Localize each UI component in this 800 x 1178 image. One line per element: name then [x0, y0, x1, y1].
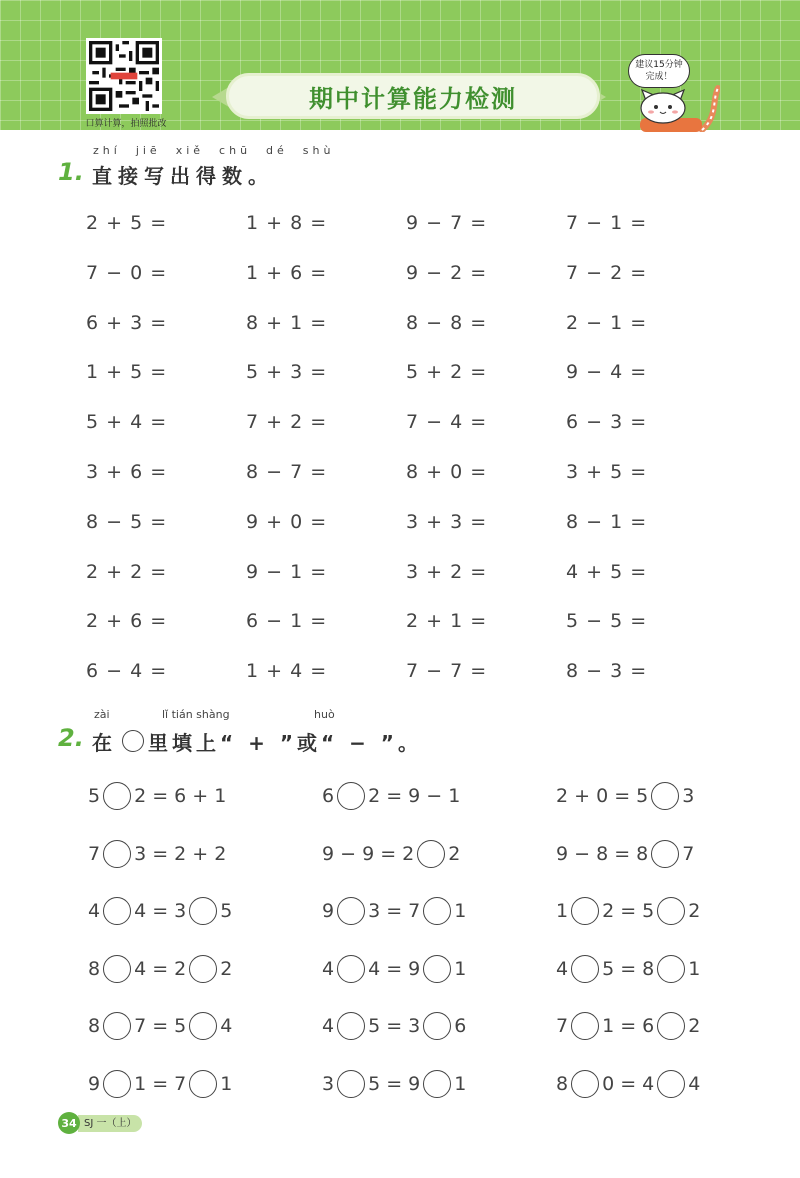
equation[interactable]: 4 + 5 = [566, 560, 648, 583]
page-number: 34 [58, 1112, 80, 1134]
operator-blank-circle[interactable] [337, 1070, 365, 1098]
equation[interactable]: 3 + 6 = [86, 461, 168, 483]
puzzle-text: 4 [688, 1072, 701, 1095]
cat-mascot-icon [632, 80, 720, 132]
equation[interactable]: 8 + 1 = [246, 311, 328, 334]
section1-title: 直接写出得数。 [92, 164, 274, 188]
puzzle-text: 4 = 3 [134, 900, 187, 922]
operator-blank-circle[interactable] [651, 782, 679, 810]
puzzle-text: 4 [220, 1015, 233, 1037]
title-banner [226, 73, 600, 119]
equation[interactable]: 1 + 8 = [246, 212, 328, 234]
equation[interactable]: 3 + 5 = [566, 461, 648, 483]
operator-puzzle [556, 1068, 700, 1100]
equation[interactable]: 6 + 3 = [86, 311, 168, 334]
equation[interactable]: 8 − 1 = [566, 510, 648, 533]
equation[interactable]: 7 − 2 = [566, 261, 648, 284]
operator-puzzle [556, 895, 700, 927]
operator-puzzle [88, 1010, 232, 1042]
puzzle-text: 7 [556, 1015, 569, 1037]
puzzle-text: 5 [88, 785, 101, 807]
puzzle-text: 1 = 6 [602, 1015, 655, 1037]
operator-blank-circle[interactable] [337, 955, 365, 983]
puzzle-text: 2 [688, 900, 701, 922]
equation[interactable]: 8 − 5 = [86, 510, 168, 533]
puzzle-text: 2 [448, 842, 461, 865]
operator-puzzle [88, 838, 226, 870]
equation[interactable]: 8 + 0 = [406, 461, 488, 483]
operator-blank-circle[interactable] [103, 840, 131, 868]
equation[interactable]: 7 + 2 = [246, 411, 328, 434]
equation[interactable]: 9 + 0 = [246, 510, 328, 533]
puzzle-text: 7 = 5 [134, 1015, 187, 1037]
operator-puzzle [88, 953, 232, 985]
pinyin-huo: huò [314, 708, 335, 721]
qr-code[interactable] [86, 38, 162, 114]
puzzle-text: 6 [454, 1015, 467, 1037]
operator-blank-circle[interactable] [423, 1070, 451, 1098]
equation[interactable]: 9 − 7 = [406, 212, 488, 234]
section2-number: 2. [58, 724, 84, 752]
section1-pinyin [93, 144, 334, 157]
operator-blank-circle[interactable] [103, 955, 131, 983]
puzzle-text: 2 = 9 − 1 [368, 785, 461, 807]
operator-puzzle [556, 780, 694, 812]
equation[interactable]: 1 + 4 = [246, 660, 328, 683]
equation[interactable]: 2 − 1 = [566, 311, 648, 334]
puzzle-text: 4 [88, 900, 101, 922]
puzzle-text: 7 [88, 842, 101, 865]
qr-code-icon [89, 41, 159, 111]
equation[interactable]: 2 + 6 = [86, 610, 168, 633]
operator-blank-circle[interactable] [189, 1012, 217, 1040]
circle-blank-icon [122, 730, 144, 752]
equation[interactable]: 5 − 5 = [566, 610, 648, 633]
section1-number: 1. [58, 158, 84, 186]
puzzle-text: 5 [220, 900, 233, 922]
operator-blank-circle[interactable] [423, 955, 451, 983]
operator-puzzle [88, 780, 226, 812]
puzzle-text: 8 [556, 1072, 569, 1095]
operator-puzzle [88, 895, 232, 927]
operator-blank-circle[interactable] [423, 897, 451, 925]
operator-puzzle [322, 780, 460, 812]
equation[interactable]: 9 − 2 = [406, 261, 488, 284]
operator-puzzle [556, 1010, 700, 1042]
operator-blank-circle[interactable] [189, 955, 217, 983]
puzzle-text: 9 − 8 = 8 [556, 842, 649, 865]
equation[interactable]: 6 − 4 = [86, 660, 168, 683]
operator-blank-circle[interactable] [423, 1012, 451, 1040]
puzzle-text: 7 [682, 842, 695, 865]
operator-blank-circle[interactable] [337, 1012, 365, 1040]
bubble-line-2: 完成！ [645, 72, 673, 82]
puzzle-text: 1 [454, 900, 467, 922]
equation[interactable]: 2 + 2 = [86, 560, 168, 583]
puzzle-text: 4 [556, 957, 569, 980]
pinyin-li-tian-shang: lǐ tián shàng [162, 708, 230, 721]
equation[interactable]: 8 − 3 = [566, 660, 648, 683]
operator-puzzle [322, 1010, 466, 1042]
operator-blank-circle[interactable] [571, 1070, 599, 1098]
equation[interactable]: 7 − 1 = [566, 212, 648, 234]
puzzle-text: 2 [688, 1015, 701, 1037]
operator-puzzle [556, 953, 700, 985]
puzzle-text: 1 [556, 900, 569, 922]
puzzle-text: 1 [454, 957, 467, 980]
operator-blank-circle[interactable] [571, 1012, 599, 1040]
section2-title-part2: 里填上“ + ”或“ − ”。 [148, 730, 422, 755]
pinyin: xiě [175, 144, 205, 157]
puzzle-text: 2 = 6 + 1 [134, 785, 227, 807]
operator-blank-circle[interactable] [657, 1070, 685, 1098]
operator-blank-circle[interactable] [417, 840, 445, 868]
puzzle-text: 3 = 7 [368, 900, 421, 922]
operator-puzzle [322, 1068, 466, 1100]
operator-blank-circle[interactable] [337, 897, 365, 925]
puzzle-text: 3 = 2 + 2 [134, 842, 227, 865]
puzzle-text: 9 [88, 1072, 101, 1095]
section2-title [92, 726, 422, 756]
equation[interactable]: 8 − 7 = [246, 461, 328, 483]
operator-blank-circle[interactable] [103, 897, 131, 925]
equation[interactable]: 5 + 2 = [406, 361, 488, 384]
operator-puzzle [322, 838, 460, 870]
puzzle-text: 0 = 4 [602, 1072, 655, 1095]
equation[interactable]: 6 − 1 = [246, 610, 328, 633]
pinyin-zai: zài [94, 708, 110, 721]
operator-puzzle [556, 838, 694, 870]
equation[interactable]: 8 − 8 = [406, 311, 488, 334]
puzzle-text: 2 + 0 = 5 [556, 785, 649, 807]
equation[interactable]: 9 − 1 = [246, 560, 328, 583]
operator-blank-circle[interactable] [103, 1012, 131, 1040]
qr-caption: 口算计算，拍照批改 [85, 119, 167, 129]
equation[interactable]: 3 + 2 = [406, 560, 488, 583]
operator-blank-circle[interactable] [103, 782, 131, 810]
puzzle-text: 9 − 9 = 2 [322, 842, 415, 865]
bubble-line-1: 建议15分钟 [635, 60, 683, 70]
puzzle-text: 1 [220, 1072, 233, 1095]
puzzle-text: 4 [322, 957, 335, 980]
puzzle-text: 8 [88, 1015, 101, 1037]
equation[interactable]: 5 + 3 = [246, 361, 328, 384]
equation[interactable]: 1 + 6 = [246, 261, 328, 284]
equation[interactable]: 9 − 4 = [566, 361, 648, 384]
equation[interactable]: 3 + 3 = [406, 510, 488, 533]
equation[interactable]: 7 − 7 = [406, 660, 488, 683]
page-title: 期中计算能力检测 [309, 84, 517, 113]
operator-blank-circle[interactable] [337, 782, 365, 810]
equation[interactable]: 5 + 4 = [86, 411, 168, 434]
puzzle-text: 8 [88, 957, 101, 980]
section2-title-part1: 在 [92, 730, 116, 755]
puzzle-text: 4 = 9 [368, 957, 421, 980]
puzzle-text: 1 [688, 957, 701, 980]
puzzle-text: 3 [322, 1072, 335, 1095]
operator-blank-circle[interactable] [571, 897, 599, 925]
puzzle-text: 5 = 3 [368, 1015, 421, 1037]
equation[interactable]: 2 + 1 = [406, 610, 488, 633]
pinyin: chū [219, 144, 252, 157]
puzzle-text: 1 = 7 [134, 1072, 187, 1095]
puzzle-text: 5 = 9 [368, 1072, 421, 1095]
operator-blank-circle[interactable] [651, 840, 679, 868]
puzzle-text: 3 [682, 785, 695, 807]
equation[interactable]: 1 + 5 = [86, 361, 168, 384]
operator-puzzle [322, 953, 466, 985]
pinyin: zhí [93, 144, 121, 157]
pinyin: dé [266, 144, 288, 157]
equation[interactable]: 6 − 3 = [566, 411, 648, 434]
operator-blank-circle[interactable] [657, 955, 685, 983]
pinyin: jiē [135, 144, 161, 157]
puzzle-text: 2 = 5 [602, 900, 655, 922]
equation[interactable]: 7 − 4 = [406, 411, 488, 434]
operator-puzzle [88, 1068, 232, 1100]
operator-blank-circle[interactable] [657, 897, 685, 925]
equation[interactable]: 7 − 0 = [86, 261, 168, 284]
operator-blank-circle[interactable] [189, 1070, 217, 1098]
operator-blank-circle[interactable] [571, 955, 599, 983]
puzzle-text: 9 [322, 900, 335, 922]
equation[interactable]: 2 + 5 = [86, 212, 168, 234]
operator-puzzle [322, 895, 466, 927]
puzzle-text: 4 = 2 [134, 957, 187, 980]
puzzle-text: 6 [322, 785, 335, 807]
puzzle-text: 5 = 8 [602, 957, 655, 980]
operator-blank-circle[interactable] [103, 1070, 131, 1098]
operator-blank-circle[interactable] [657, 1012, 685, 1040]
pinyin: shù [302, 144, 335, 157]
puzzle-text: 2 [220, 957, 233, 980]
header-banner [0, 0, 800, 130]
edition-label: SJ 一（上） [78, 1115, 142, 1132]
puzzle-text: 1 [454, 1072, 467, 1095]
operator-blank-circle[interactable] [189, 897, 217, 925]
puzzle-text: 4 [322, 1015, 335, 1037]
